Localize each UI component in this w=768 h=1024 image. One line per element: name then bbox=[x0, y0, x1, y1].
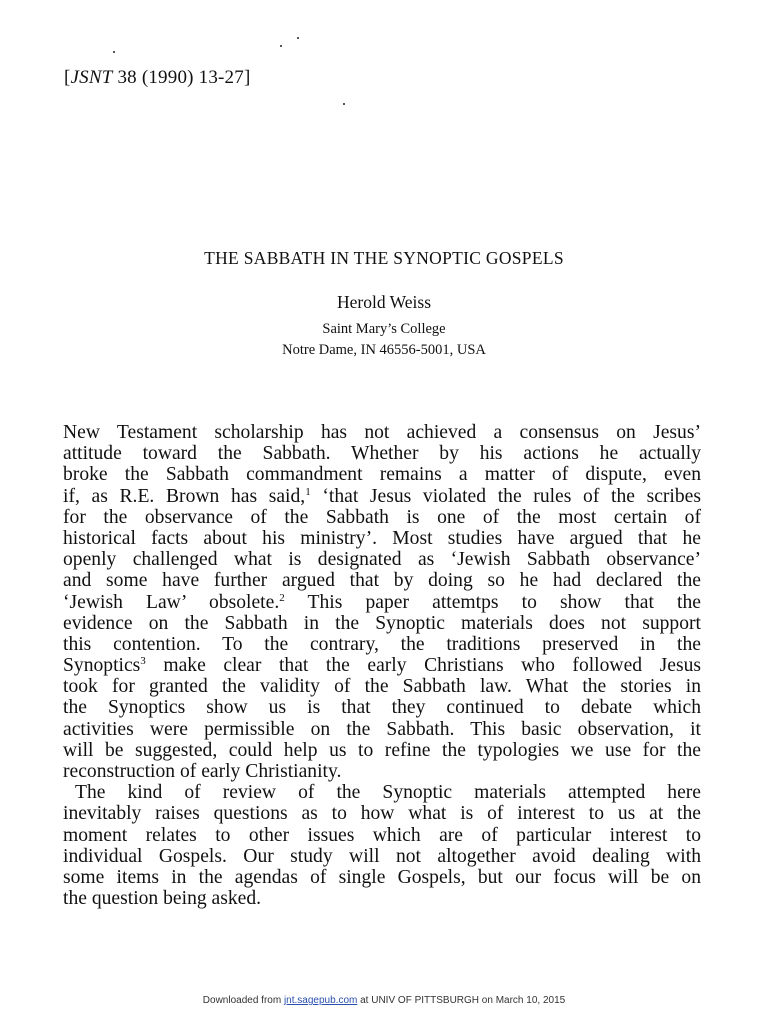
text-line: broke the Sabbath commandment remains a matter of dispute, even bbox=[63, 464, 701, 486]
affiliation-institution: Saint Mary’s College bbox=[322, 321, 446, 337]
text-line: The kind of review of the Synoptic materials attempted here bbox=[75, 782, 701, 804]
scan-speck bbox=[113, 51, 115, 53]
text-line: reconstruction of early Christianity. bbox=[63, 761, 342, 782]
text-line bbox=[63, 592, 701, 613]
text-segment: ‘that Jesus violated the rules of the scribes bbox=[322, 485, 701, 507]
text-segment: make clear that the early Christians who followed Jesus bbox=[163, 655, 701, 677]
text-line: individual Gospels. Our study will not altogether avoid dealing with bbox=[63, 845, 701, 867]
affiliation-address: Notre Dame, IN 46556-5001, USA bbox=[282, 342, 486, 358]
text-segment: This paper attemtps to show that the bbox=[307, 591, 701, 613]
text-line: attitude toward the Sabbath. Whether by his actions he actually bbox=[63, 443, 701, 465]
text-line: moment relates to other issues which are of particular interest to bbox=[63, 824, 701, 846]
text-line: and some have further argued that by doing so he had declared the bbox=[63, 570, 701, 592]
text-line: will be suggested, could help us to refine the typologies we use for the bbox=[63, 739, 701, 761]
text-line bbox=[63, 486, 701, 507]
text-line: some items in the agendas of single Gospels, but our focus will be on bbox=[63, 866, 701, 888]
footnote-marker: 2 bbox=[279, 591, 285, 604]
text-line: historical facts about his ministry’. Most studies have argued that he bbox=[63, 527, 701, 549]
citation-volume-pages: 38 (1990) 13-27] bbox=[117, 67, 251, 88]
scan-speck bbox=[297, 37, 299, 39]
text-line: New Testament scholarship has not achieved a consensus on Jesus’ bbox=[63, 422, 701, 443]
citation-bracket: [ bbox=[64, 67, 71, 88]
text-segment: ‘Jewish Law’ obsolete. bbox=[63, 591, 280, 613]
text-line: took for granted the validity of the Sabbath law. What the stories in bbox=[63, 676, 701, 698]
text-line: evidence on the Sabbath in the Synoptic materials does not support bbox=[63, 612, 701, 634]
download-footer bbox=[0, 995, 768, 1006]
author-affiliation bbox=[0, 319, 768, 361]
text-line: for the observance of the Sabbath is one of the most certain of bbox=[63, 506, 701, 528]
text-line: inevitably raises questions as to how what is of interest to us at the bbox=[63, 803, 701, 825]
footnote-marker: 3 bbox=[140, 655, 146, 668]
scan-speck bbox=[343, 103, 345, 105]
author-name: Herold Weiss bbox=[336, 292, 432, 312]
journal-link[interactable]: jnt.sagepub.com bbox=[283, 995, 358, 1006]
journal-citation bbox=[64, 67, 250, 89]
text-line: the Synoptics show us is that they continued to debate which bbox=[63, 697, 701, 719]
text-line: the question being asked. bbox=[63, 888, 262, 910]
footer-suffix: at UNIV OF PITTSBURGH on March 10, 2015 bbox=[360, 995, 566, 1006]
text-segment: if, as R.E. Brown has said, bbox=[63, 485, 306, 507]
text-line: this contention. To the contrary, the traditions preserved in the bbox=[63, 633, 701, 655]
footer-prefix: Downloaded from bbox=[202, 995, 282, 1006]
journal-abbreviation: JSNT bbox=[70, 67, 113, 88]
text-line bbox=[63, 655, 701, 676]
text-segment: Synoptics bbox=[63, 655, 141, 677]
scan-speck bbox=[280, 45, 282, 47]
footnote-marker: 1 bbox=[305, 485, 311, 498]
body-text bbox=[63, 422, 701, 909]
article-title: THE SABBATH IN THE SYNOPTIC GOSPELS bbox=[204, 248, 564, 268]
text-line: openly challenged what is designated as ‘Jewish Sabbath observance’ bbox=[63, 549, 701, 571]
text-line: activities were permissible on the Sabbath. This basic observation, it bbox=[63, 718, 701, 740]
